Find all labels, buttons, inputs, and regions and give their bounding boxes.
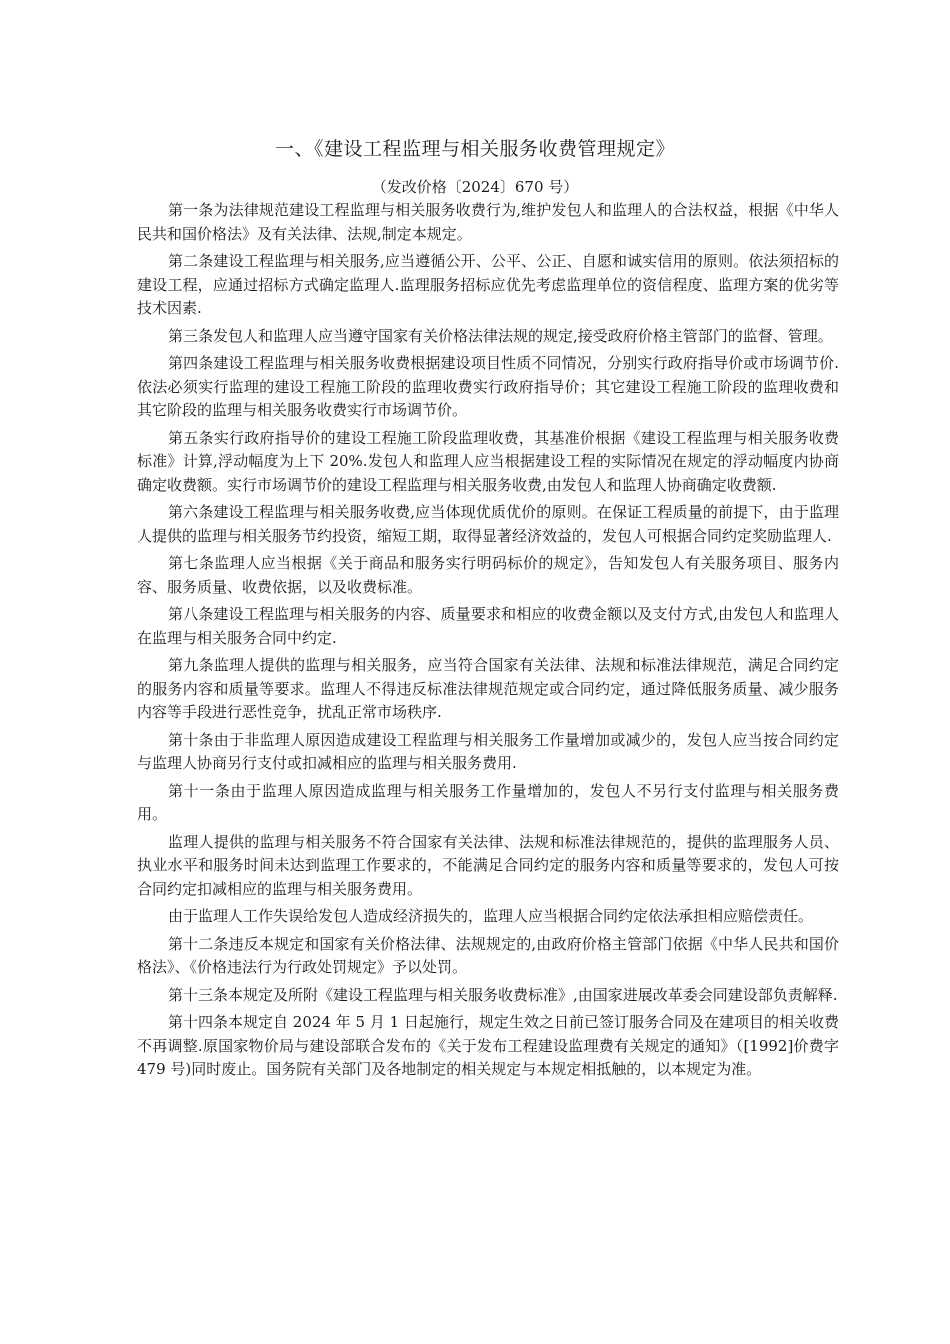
article-9-paragraph: 第九条监理人提供的监理与相关服务，应当符合国家有关法律、法规和标准法律规范，满足合同约定的服务内容和质量等要求。监理人不得违反标准法律规范规定或合同约定，通过降低服务质量、减少服务内容等手段进行恶性竞争，扰乱正常市场秩序. bbox=[137, 656, 839, 721]
article-3-paragraph: 第三条发包人和监理人应当遵守国家有关价格法律法规的规定,接受政府价格主管部门的监督、管理。 bbox=[168, 326, 833, 345]
article-7-paragraph: 第七条监理人应当根据《关于商品和服务实行明码标价的规定》，告知发包人有关服务项目、服务内容、服务质量、收费依据，以及收费标准。 bbox=[137, 554, 839, 596]
document-body bbox=[137, 199, 839, 1086]
article-14-paragraph: 第十四条本规定自 2024 年 5 月 1 日起施行，规定生效之日前已签订服务合同及在建项目的相关收费不再调整.原国家物价局与建设部联合发布的《关于发布工程建设监理费有关规定的通知》（[1992]价费字 479 号)同时废止。国务院有关部门及各地制定的相关规定与本规定相抵触的，以本规定为准。 bbox=[137, 1013, 839, 1078]
article-11-paragraph: 第十一条由于监理人原因造成监理与相关服务工作量增加的，发包人不另行支付监理与相关服务费用。 bbox=[137, 781, 839, 823]
article-8-paragraph: 第八条建设工程监理与相关服务的内容、质量要求和相应的收费金额以及支付方式,由发包人和监理人在监理与相关服务合同中约定. bbox=[137, 605, 839, 647]
article-1-paragraph: 第一条为法律规范建设工程监理与相关服务收费行为,维护发包人和监理人的合法权益，根据《中华人民共和国价格法》及有关法律、法规,制定本规定。 bbox=[137, 201, 839, 243]
article-13-paragraph: 第十三条本规定及所附《建设工程监理与相关服务收费标准》,由国家进展改革委会同建设部负责解释. bbox=[168, 985, 838, 1004]
article-5-paragraph: 第五条实行政府指导价的建设工程施工阶段监理收费，其基准价根据《建设工程监理与相关服务收费标准》计算,浮动幅度为上下 20%.发包人和监理人应当根据建设工程的实际情况在规定的浮动幅度内协商确定收费额。实行市场调节价的建设工程监理与相关服务收费,由发包人和监理人协商确定收费额. bbox=[137, 428, 839, 494]
article-10-paragraph: 第十条由于非监理人原因造成建设工程监理与相关服务工作量增加或减少的，发包人应当按合同约定与监理人协商另行支付或扣减相应的监理与相关服务费用. bbox=[137, 730, 839, 772]
article-2-paragraph: 第二条建设工程监理与相关服务,应当遵循公开、公平、公正、自愿和诚实信用的原则。依法须招标的建设工程，应通过招标方式确定监理人.监理服务招标应优先考虑监理单位的资信程度、监理方案的优劣等技术因素. bbox=[137, 252, 839, 317]
article-11-paragraph-2: 监理人提供的监理与相关服务不符合国家有关法律、法规和标准法律规范的，提供的监理服务人员、执业水平和服务时间未达到监理工作要求的，不能满足合同约定的服务内容和质量等要求的，发包人可按合同约定扣减相应的监理与相关服务费用。 bbox=[137, 832, 839, 898]
document-title: 一、《建设工程监理与相关服务收费管理规定》 bbox=[274, 138, 675, 160]
article-11-paragraph-3: 由于监理人工作失误给发包人造成经济损失的，监理人应当根据合同约定依法承担相应赔偿责任。 bbox=[168, 907, 814, 925]
article-6-paragraph: 第六条建设工程监理与相关服务收费,应当体现优质优价的原则。在保证工程质量的前提下，由于监理人提供的监理与相关服务节约投资，缩短工期，取得显著经济效益的，发包人可根据合同约定奖励监理人. bbox=[137, 503, 839, 545]
document-subtitle: （发改价格〔2024〕670 号） bbox=[371, 178, 579, 196]
article-4-paragraph: 第四条建设工程监理与相关服务收费根据建设项目性质不同情况，分别实行政府指导价或市场调节价.依法必须实行监理的建设工程施工阶段的监理收费实行政府指导价；其它建设工程施工阶段的监理收费和其它阶段的监理与相关服务收费实行市场调节价。 bbox=[137, 354, 839, 419]
article-12-paragraph: 第十二条违反本规定和国家有关价格法律、法规规定的,由政府价格主管部门依据《中华人民共和国价格法》、《价格违法行为行政处罚规定》予以处罚。 bbox=[137, 934, 839, 976]
